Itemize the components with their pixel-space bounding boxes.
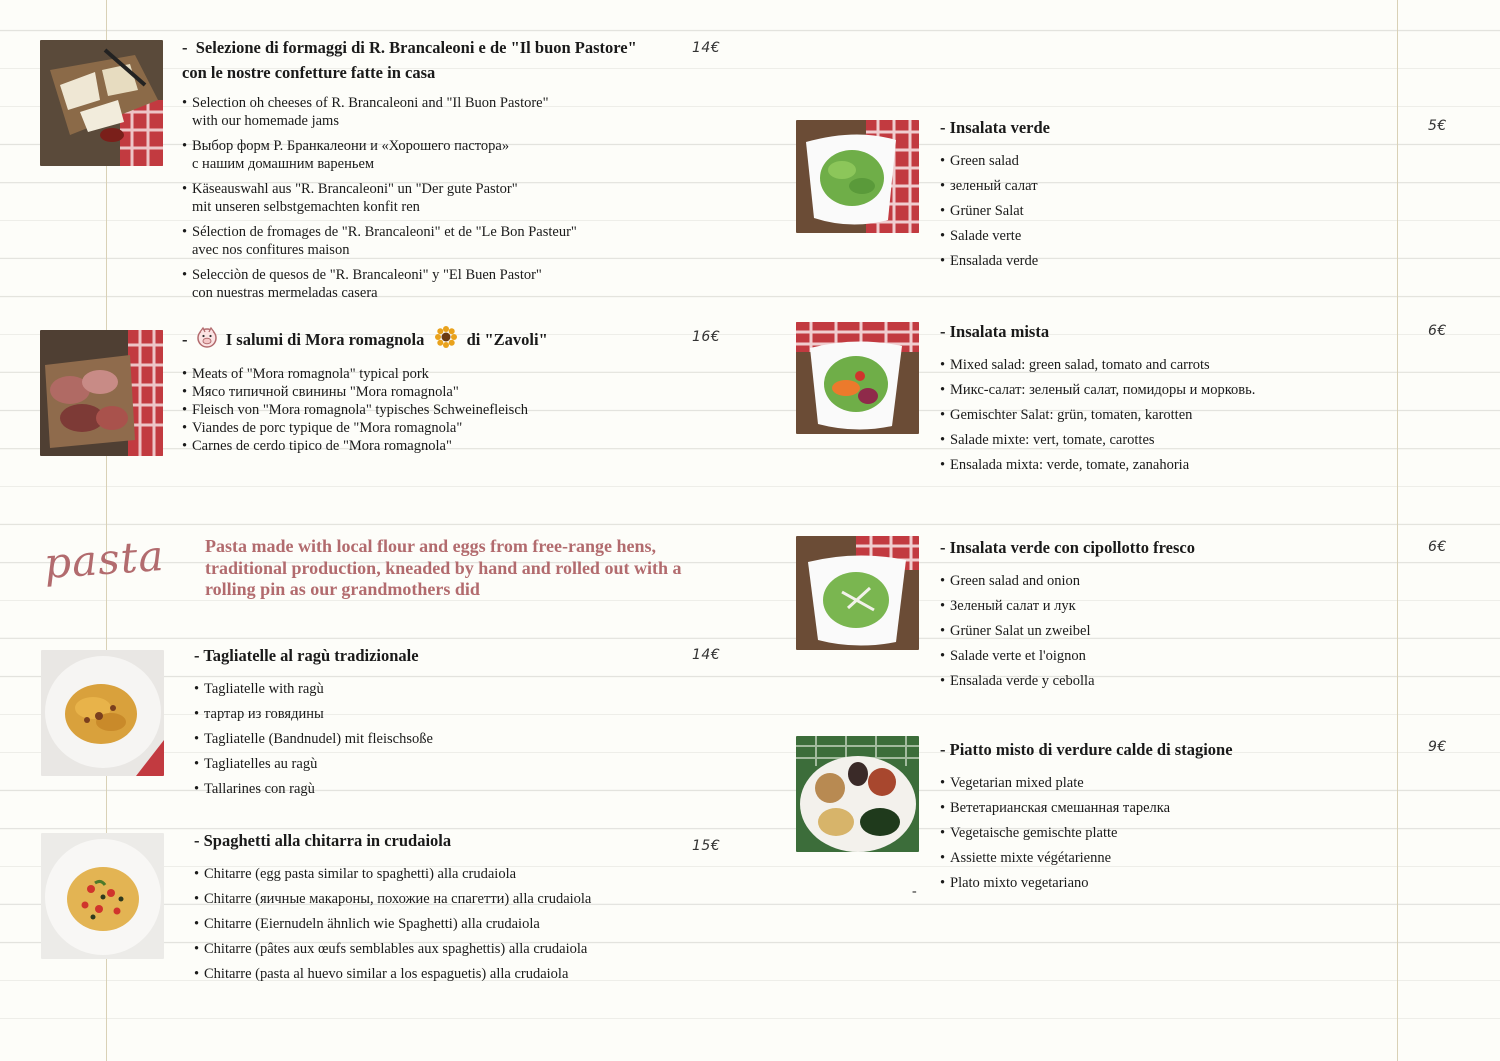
translation-line: • Ensalada mixta: verde, tomate, zanahoria (940, 453, 1390, 478)
right-margin-rule (1397, 0, 1398, 1061)
translation-line: • Chitarre (pasta al huevo similar a los espaguetis) alla crudaiola (194, 962, 714, 987)
item-title: - Tagliatelle al ragù tradizionale (194, 646, 419, 665)
translations-list (940, 771, 1390, 896)
translation-line: • Fleisch von "Mora romagnola" typisches Schweinefleisch (182, 401, 702, 419)
title-dash: - (182, 330, 188, 349)
translation-line: • Tallarines con ragù (194, 777, 694, 802)
translation-line: • Käseauswahl aus "R. Brancaleoni" un "Der gute Pastor" mit unseren selbstgemachten konfit ren (182, 180, 702, 216)
translation-line: • Salade verte et l'oignon (940, 644, 1390, 669)
translations-list (940, 569, 1390, 694)
title-main: I salumi di Mora romagnola (225, 330, 425, 349)
translations-list (182, 365, 702, 455)
translation-line: • Grüner Salat (940, 199, 1390, 224)
title-line-2: con le nostre confetture fatte in casa (182, 63, 436, 82)
translations-list (940, 149, 1390, 274)
translations-list (194, 677, 694, 802)
translation-line: • Salade verte (940, 224, 1390, 249)
menu-item-tagliatelle (194, 643, 694, 802)
price-label: 14€ (692, 647, 721, 663)
translation-line: • Viandes de porc typique de "Mora romagnola" (182, 419, 702, 437)
cheese-board-photo (40, 40, 163, 166)
price-label: 5€ (1428, 118, 1447, 134)
item-title: - Insalata verde (940, 118, 1050, 137)
item-title: - Spaghetti alla chitarra in crudaiola (194, 831, 452, 850)
translation-line: • Gemischter Salat: grün, tomaten, karotten (940, 403, 1390, 428)
translation-line: • Vegetarian mixed plate (940, 771, 1390, 796)
translation-line: • Green salad (940, 149, 1390, 174)
menu-item-insalata-mista (940, 319, 1390, 478)
translation-line: • Selection oh cheeses of R. Brancaleoni and "Il Buon Pastore" with our homemade jams (182, 94, 702, 130)
translation-line: • Chitarre (pâtes aux œufs semblables aux spaghettis) alla crudaiola (194, 937, 714, 962)
translation-line: • Meats of "Mora romagnola" typical pork (182, 365, 702, 383)
translation-line: • Plato mixto vegetariano (940, 871, 1390, 896)
translation-line: • Tagliatelle with ragù (194, 677, 694, 702)
price-label: 6€ (1428, 539, 1447, 555)
translation-line: • Salade mixte: vert, tomate, carottes (940, 428, 1390, 453)
translation-line: • Tagliatelles au ragù (194, 752, 694, 777)
price-label: 15€ (692, 838, 721, 854)
tagliatelle-photo (41, 650, 164, 776)
translation-line: • Выбор форм Р. Бранкалеони и «Хорошего пастора» с нашим домашним вареньем (182, 137, 702, 173)
price-label: 9€ (1428, 739, 1447, 755)
translation-line: • Chitarre (яичные макароны, похожие на спагетти) alla crudaiola (194, 887, 714, 912)
translation-line: • Ensalada verde (940, 249, 1390, 274)
title-line-1: Selezione di formaggi di R. Brancaleoni e de "Il buon Pastore" (195, 38, 637, 57)
translations-list (940, 353, 1390, 478)
translation-line: • Vegetaische gemischte platte (940, 821, 1390, 846)
price-label: 6€ (1428, 323, 1447, 339)
item-title (182, 326, 702, 355)
stray-dash: - (912, 884, 917, 899)
menu-item-insalata-verde (940, 115, 1390, 274)
price-label: 16€ (692, 329, 721, 345)
translation-line: • Зеленый салат и лук (940, 594, 1390, 619)
translation-line: • Grüner Salat un zweibel (940, 619, 1390, 644)
cured-meats-photo (40, 330, 163, 456)
price-label: 14€ (692, 40, 721, 56)
sunflower-icon (435, 326, 457, 355)
title-suffix: di "Zavoli" (466, 330, 548, 349)
translation-line: • Chitarre (egg pasta similar to spaghetti) alla crudaiola (194, 862, 714, 887)
translation-line: • тартар из говядины (194, 702, 694, 727)
translation-line: • Tagliatelle (Bandnudel) mit fleischsoße (194, 727, 694, 752)
item-title: - Insalata verde con cipollotto fresco (940, 538, 1195, 557)
item-title: - Piatto misto di verdure calde di stagione (940, 740, 1233, 759)
translation-line: • Sélection de fromages de "R. Brancaleoni" et de "Le Bon Pasteur" avec nos confitures maison (182, 223, 702, 259)
menu-item-salumi (182, 326, 702, 455)
salad-onion-photo (796, 536, 919, 650)
item-title (182, 35, 702, 85)
item-title: - Insalata mista (940, 322, 1050, 341)
translation-line: • Assiette mixte végétarienne (940, 846, 1390, 871)
menu-item-spaghetti (194, 828, 714, 987)
title-dash: - (182, 38, 188, 57)
translation-line: • Мясо типичной свинины "Mora romagnola" (182, 383, 702, 401)
spaghetti-photo (41, 833, 164, 959)
menu-item-insalata-cipollotto (940, 535, 1390, 694)
translation-line: • зеленый салат (940, 174, 1390, 199)
translation-line: • Ensalada verde y cebolla (940, 669, 1390, 694)
pig-head-icon (196, 326, 218, 355)
menu-item-formaggi (182, 35, 702, 302)
green-salad-photo (796, 120, 919, 233)
translations-list (182, 94, 702, 302)
translation-line: • Selecciòn de quesos de "R. Brancaleoni" y "El Buen Pastor" con nuestras mermeladas casera (182, 266, 702, 302)
translations-list (194, 862, 714, 987)
translation-line: • Вететарианская смешанная тарелка (940, 796, 1390, 821)
section-script-title: pasta (42, 530, 166, 589)
vegetable-plate-photo (796, 736, 919, 852)
translation-line: • Carnes de cerdo tipico de "Mora romagnola" (182, 437, 702, 455)
mixed-salad-photo (796, 322, 919, 434)
section-note: Pasta made with local flour and eggs from free-range hens, traditional production, kneaded by hand and rolled out with a rolling pin as our grandmothers did (205, 536, 682, 599)
translation-line: • Mixed salad: green salad, tomato and carrots (940, 353, 1390, 378)
translation-line: • Chitarre (Eiernudeln ähnlich wie Spaghetti) alla crudaiola (194, 912, 714, 937)
menu-item-piatto-misto (940, 737, 1390, 896)
translation-line: • Микс-салат: зеленый салат, помидоры и морковь. (940, 378, 1390, 403)
translation-line: • Green salad and onion (940, 569, 1390, 594)
